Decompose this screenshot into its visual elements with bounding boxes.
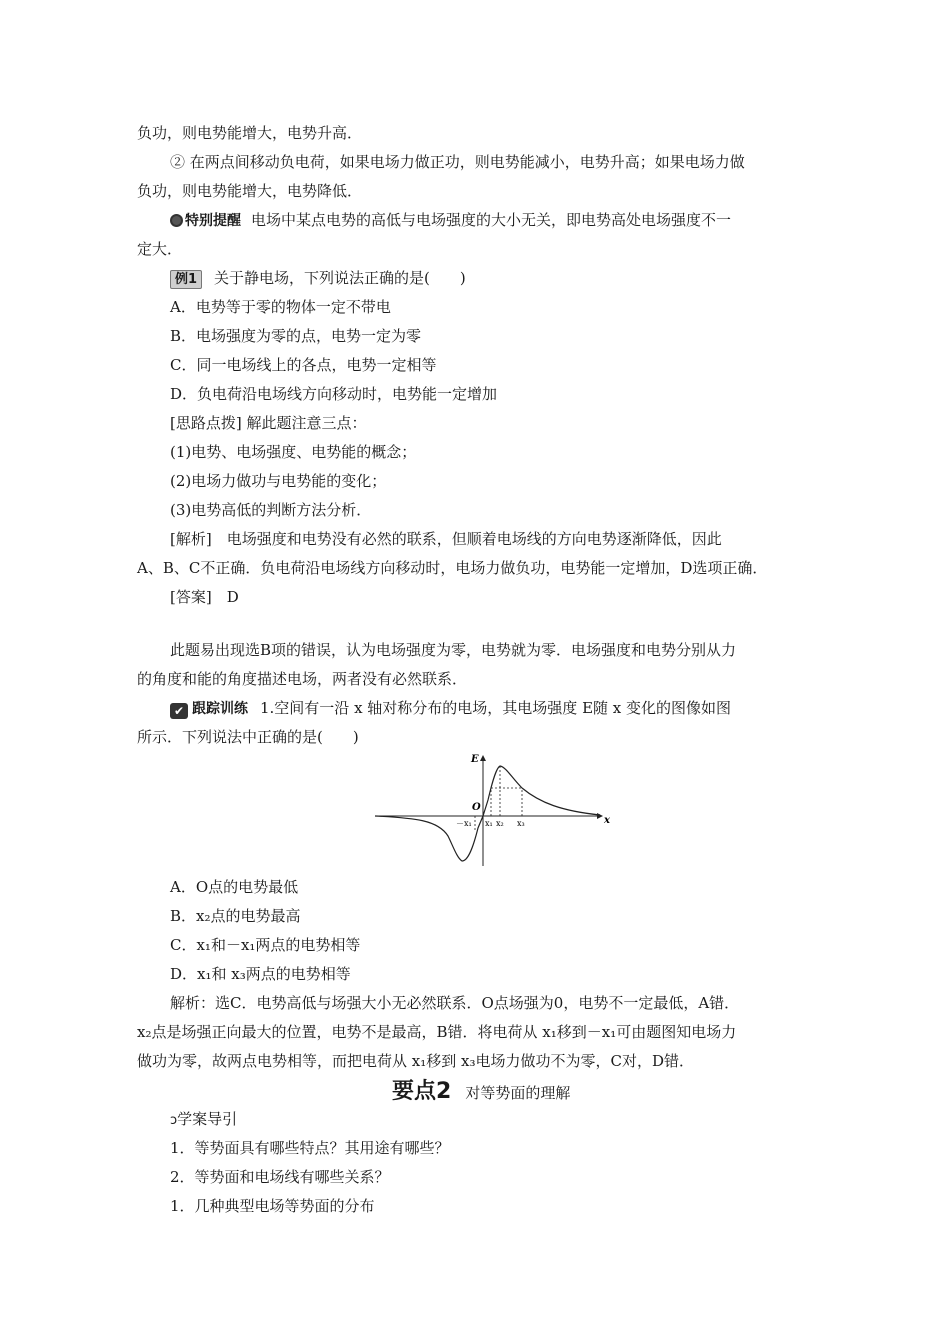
hint-item: (1)电势、电场强度、电势能的概念； — [170, 443, 417, 461]
analysis-line: A、B、C不正确．负电荷沿电场线方向移动时，电场力做负功，电势能一定增加，D选项正确． — [137, 559, 768, 577]
practice-question: ✔ 跟踪训练 1.空间有一沿 x 轴对称分布的电场，其电场强度 E随 x 变化的图像如图 — [170, 698, 731, 719]
solution-line: x₂点是场强正向最大的位置，电势不是最高，B错．将电荷从 x₁移到－x₁可由题图知电场力 — [137, 1023, 737, 1041]
guide-title: ↄ学案导引 — [170, 1110, 238, 1128]
section-title: 要点2 — [392, 1079, 452, 1104]
hint-title: [思路点拨] 解此题注意三点： — [170, 414, 367, 432]
practice-option-b: B．x₂点的电势最高 — [170, 907, 301, 925]
note-line: 的角度和能的角度描述电场，两者没有必然联系． — [137, 670, 468, 688]
practice-question-line: 所示．下列说法中正确的是( ) — [137, 728, 359, 746]
solution-line: 做功为零，故两点电势相等，而把电荷从 x₁移到 x₃电场力做功不为零，C对，D错． — [137, 1052, 694, 1070]
analysis-line: [解析] 电场强度和电势没有必然的联系，但顺着电场线的方向电势逐渐降低，因此 — [170, 530, 722, 548]
hint-item: (3)电势高低的判断方法分析． — [170, 501, 372, 519]
guide-item: 1．等势面具有哪些特点？其用途有哪些？ — [170, 1139, 450, 1157]
tick-label: x₁ — [485, 819, 493, 828]
practice-option-a: A．O点的电势最低 — [170, 878, 299, 896]
practice-option-c: C．x₁和－x₁两点的电势相等 — [170, 936, 361, 954]
practice-option-d: D．x₁和 x₃两点的电势相等 — [170, 965, 351, 983]
practice-label: ✔ 跟踪训练 — [170, 701, 248, 717]
tip-label: 特别提醒 — [170, 213, 241, 229]
note-line: 此题易出现选B项的错误，认为电场强度为零，电势就为零．电场强度和电势分别从力 — [170, 641, 737, 659]
para-line: 负功，则电势能增大，电势降低． — [137, 182, 363, 200]
example-question: 例1 关于静电场，下列说法正确的是( ) — [170, 268, 466, 289]
field-graph — [370, 748, 620, 870]
section-subtitle: 对等势面的理解 — [465, 1084, 571, 1102]
y-axis-label: E — [471, 754, 479, 765]
guide-icon: ↄ — [170, 1113, 178, 1128]
option-c: C．同一电场线上的各点，电势一定相等 — [170, 356, 437, 374]
x-axis-label: x — [604, 815, 610, 826]
reminder-icon — [170, 214, 183, 227]
solution-line: 解析：选C．电势高低与场强大小无必然联系．O点场强为0，电势不一定最低，A错． — [170, 994, 740, 1012]
option-b: B．电场强度为零的点，电势一定为零 — [170, 327, 422, 345]
guide-item: 2．等势面和电场线有哪些关系？ — [170, 1168, 390, 1186]
option-a: A．电势等于零的物体一定不带电 — [170, 298, 391, 316]
para-line: 负功，则电势能增大，电势升高． — [137, 124, 363, 142]
guide-item: 1．几种典型电场等势面的分布 — [170, 1197, 375, 1215]
checkmark-icon: ✔ — [170, 703, 188, 719]
tick-label: x₃ — [517, 819, 525, 828]
tick-label: x₂ — [496, 819, 504, 828]
origin-label: O — [472, 802, 481, 813]
section-heading — [392, 1074, 570, 1105]
example-badge: 例1 — [170, 270, 202, 289]
curve — [375, 766, 600, 861]
para-line: 定大． — [137, 240, 183, 258]
answer: [答案] D — [170, 588, 239, 606]
para-line: ② 在两点间移动负电荷，如果电场力做正功，则电势能减小，电势升高；如果电场力做 — [170, 153, 745, 171]
option-d: D．负电荷沿电场线方向移动时，电势能一定增加 — [170, 385, 498, 403]
special-reminder: 特别提醒 电场中某点电势的高低与电场强度的大小无关，即电势高处电场强度不一 — [170, 210, 731, 231]
tick-label: －x₁ — [456, 819, 472, 828]
hint-item: (2)电场力做功与电势能的变化； — [170, 472, 387, 490]
